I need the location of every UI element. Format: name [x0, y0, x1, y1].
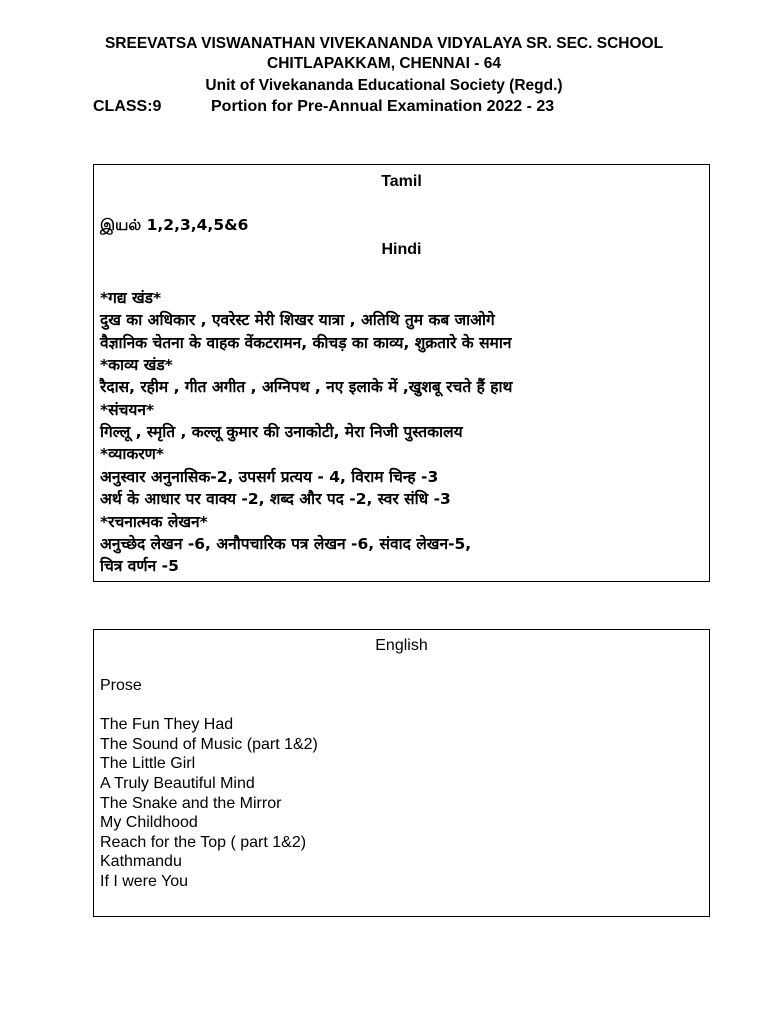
tamil-title: Tamil — [381, 173, 422, 190]
hindi-line: *व्याकरण* — [100, 445, 164, 463]
prose-label: Prose — [100, 677, 142, 694]
hindi-line: गिल्लू , स्मृति , कल्लू कुमार की उनाकोटी, मेरा निजी पुस्तकालय — [100, 423, 463, 441]
hindi-line: अनुच्छेद लेखन -6, अनौपचारिक पत्र लेखन -6, संवाद लेखन-5, — [100, 535, 472, 553]
english-box — [93, 629, 710, 917]
hindi-line: चित्र वर्णन -5 — [100, 557, 179, 575]
prose-item: My Childhood — [100, 814, 198, 831]
prose-item: The Little Girl — [100, 755, 196, 772]
header-unit: Unit of Vivekananda Educational Society (Regd.) — [205, 77, 563, 94]
hindi-line: रैदास, रहीम , गीत अगीत , अग्निपथ , नए इलाके में ,खुशबू रचते हैं हाथ — [100, 378, 513, 396]
header-school-name: SREEVATSA VISWANATHAN VIVEKANANDA VIDYALAYA SR. SEC. SCHOOL — [104, 35, 664, 52]
hindi-title: Hindi — [381, 241, 422, 258]
prose-item: Kathmandu — [100, 853, 182, 870]
hindi-line: अर्थ के आधार पर वाक्य -2, शब्द और पद -2, स्वर संधि -3 — [100, 490, 451, 508]
hindi-line: *गद्य खंड* — [100, 289, 162, 307]
prose-item: The Sound of Music (part 1&2) — [100, 736, 318, 753]
prose-item: The Fun They Had — [100, 716, 234, 733]
hindi-line: दुख का अधिकार , एवरेस्ट मेरी शिखर यात्रा , अतिथि तुम कब जाओगे — [100, 311, 495, 329]
hindi-line: *संचयन* — [100, 401, 155, 419]
prose-item: A Truly Beautiful Mind — [100, 775, 255, 792]
english-title: English — [375, 637, 428, 654]
prose-item: Reach for the Top ( part 1&2) — [100, 834, 307, 851]
hindi-line: अनुस्वार अनुनासिक-2, उपसर्ग प्रत्यय - 4, विराम चिन्ह -3 — [100, 468, 439, 486]
prose-item: If I were You — [100, 873, 189, 890]
tamil-hindi-box — [93, 164, 710, 582]
tamil-portion: இயல் 1,2,3,4,5&6 — [100, 216, 249, 234]
portion-title: Portion for Pre-Annual Examination 2022 - 23 — [211, 98, 555, 115]
hindi-line: *काव्य खंड* — [100, 356, 173, 374]
prose-item: The Snake and the Mirror — [100, 795, 282, 812]
class-label: CLASS:9 — [93, 98, 162, 115]
hindi-line: वैज्ञानिक चेतना के वाहक वेंकटरामन, कीचड़ का काव्य, शुक्रतारे के समान — [100, 334, 512, 352]
hindi-line: *रचनात्मक लेखन* — [100, 513, 208, 531]
header-address: CHITLAPAKKAM, CHENNAI - 64 — [267, 55, 501, 72]
